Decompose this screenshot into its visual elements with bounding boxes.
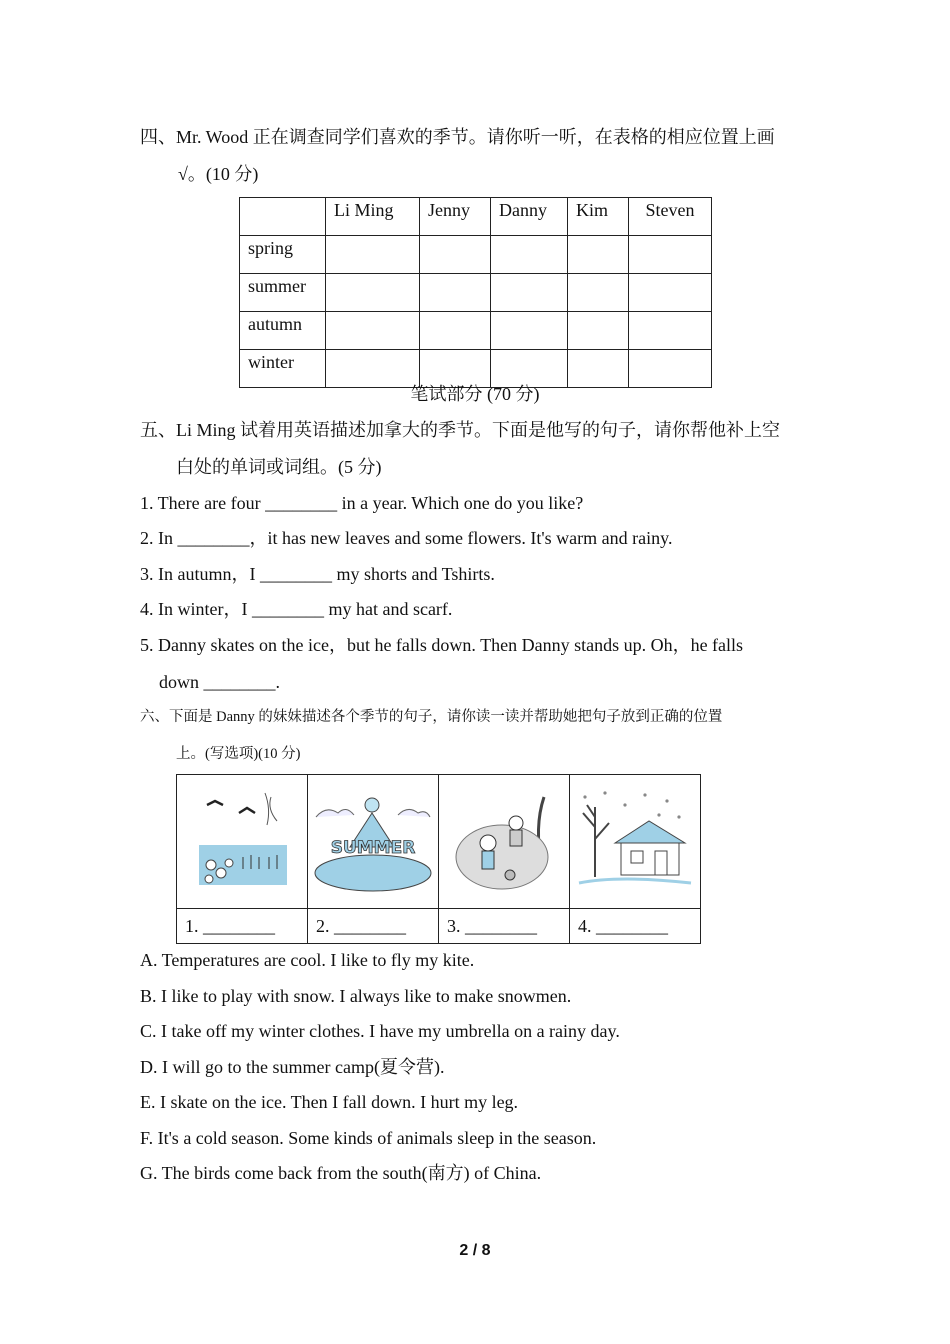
option-c: C. I take off my winter clothes. I have my umbrella on a rainy day. (140, 1021, 620, 1041)
season-label: spring (240, 236, 326, 274)
tick-cell[interactable] (629, 312, 712, 350)
table-header-row (240, 198, 712, 236)
season-label: summer (240, 274, 326, 312)
spring-picture (177, 775, 308, 909)
table-header-cell: Steven (629, 198, 712, 236)
answer-blank-1[interactable]: 1. ________ (177, 909, 308, 944)
picture-row (177, 775, 701, 909)
season-survey-table (239, 197, 712, 388)
fill-item-5-cont: down ________. (159, 672, 280, 692)
option-a: A. Temperatures are cool. I like to fly my kite. (140, 950, 475, 970)
page-number: 2 / 8 (459, 1242, 491, 1259)
table-row (240, 236, 712, 274)
tick-cell[interactable] (568, 236, 629, 274)
option-d: D. I will go to the summer camp(夏令营). (140, 1057, 445, 1077)
written-part-heading: 笔试部分 (70 分) (410, 384, 540, 404)
answer-blank-3[interactable]: 3. ________ (439, 909, 570, 944)
tick-cell[interactable] (326, 274, 420, 312)
table-header-cell (240, 198, 326, 236)
summer-sign-text: SUMMER (330, 837, 416, 858)
fill-item-5: 5. Danny skates on the ice，but he falls down. Then Danny stands up. Oh，he falls (140, 635, 744, 655)
fill-item-4: 4. In winter，I ________ my hat and scarf. (140, 599, 453, 619)
table-header-cell: Danny (491, 198, 568, 236)
tick-cell[interactable] (568, 312, 629, 350)
section6-title-cont: 上。(写选项)(10 分) (176, 746, 301, 762)
tick-cell[interactable] (629, 236, 712, 274)
season-label: autumn (240, 312, 326, 350)
autumn-picture (439, 775, 570, 909)
tick-cell[interactable] (491, 236, 568, 274)
table-header-cell: Jenny (420, 198, 491, 236)
answer-blank-2[interactable]: 2. ________ (308, 909, 439, 944)
season-label: winter (240, 350, 326, 388)
fill-item-2: 2. In ________，it has new leaves and some flowers. It's warm and rainy. (140, 528, 673, 548)
tick-cell[interactable] (568, 274, 629, 312)
fill-item-3: 3. In autumn，I ________ my shorts and Tshirts. (140, 564, 495, 584)
tick-cell[interactable] (491, 312, 568, 350)
section4-title: 四、Mr. Wood 正在调查同学们喜欢的季节。请你听一听，在表格的相应位置上画 (140, 127, 775, 147)
option-g: G. The birds come back from the south(南方) of China. (140, 1163, 542, 1183)
tick-cell[interactable] (326, 312, 420, 350)
table-row (240, 312, 712, 350)
table-row (240, 274, 712, 312)
tick-cell[interactable] (491, 274, 568, 312)
option-f: F. It's a cold season. Some kinds of animals sleep in the season. (140, 1128, 597, 1148)
winter-picture (570, 775, 701, 909)
answer-row (177, 909, 701, 944)
section4-title-cont: √。(10 分) (178, 164, 259, 184)
option-b: B. I like to play with snow. I always like to make snowmen. (140, 986, 572, 1006)
tick-cell[interactable] (326, 236, 420, 274)
fill-item-1: 1. There are four ________ in a year. Which one do you like? (140, 493, 584, 513)
season-picture-table (176, 774, 701, 944)
table-header-cell: Li Ming (326, 198, 420, 236)
answer-blank-4[interactable]: 4. ________ (570, 909, 701, 944)
tick-cell[interactable] (420, 274, 491, 312)
tick-cell[interactable] (420, 236, 491, 274)
section6-title: 六、下面是 Danny 的妹妹描述各个季节的句子，请你读一读并帮助她把句子放到正确的位置 (140, 709, 723, 725)
tick-cell[interactable] (420, 312, 491, 350)
section5-title: 五、Li Ming 试着用英语描述加拿大的季节。下面是他写的句子，请你帮他补上空 (140, 420, 780, 440)
section5-title-cont: 白处的单词或词组。(5 分) (176, 457, 382, 477)
tick-cell[interactable] (629, 274, 712, 312)
table-header-cell: Kim (568, 198, 629, 236)
summer-picture (308, 775, 439, 909)
option-e: E. I skate on the ice. Then I fall down. I hurt my leg. (140, 1092, 519, 1112)
